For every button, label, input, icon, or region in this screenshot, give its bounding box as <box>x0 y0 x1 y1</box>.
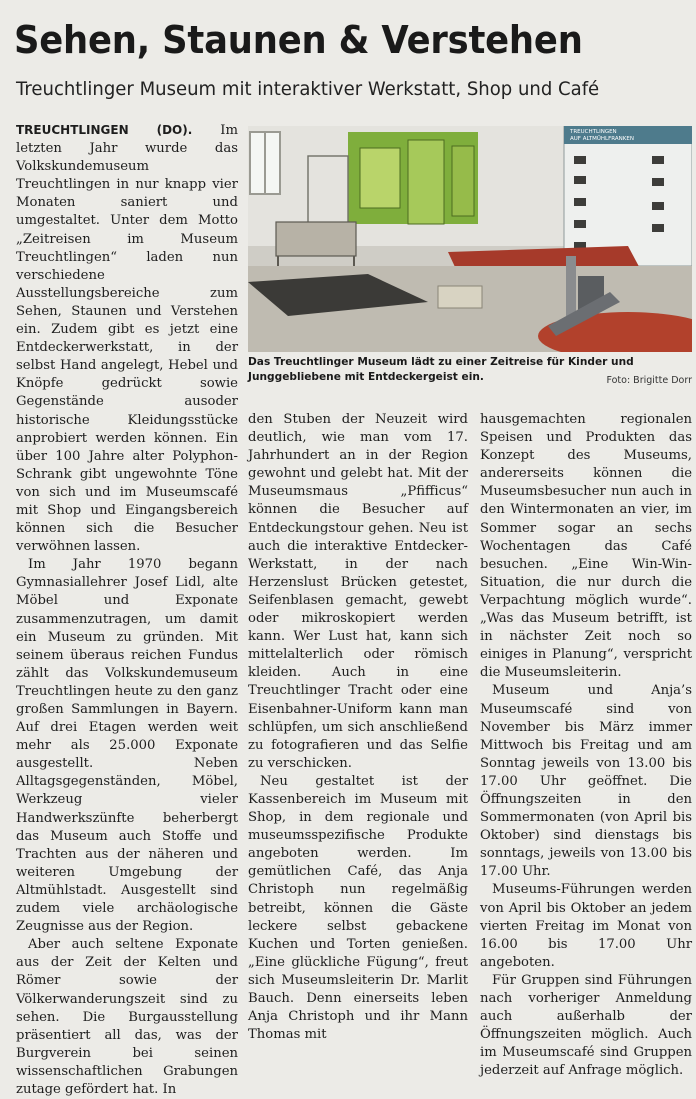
paragraph: Museum und Anja’s Museumscafé sind von November bis März immer Mittwoch bis Freitag und am Sonntag jeweils von 13.00 bis 17.00 Uhr geöffnet. Die Öffnungszeiten in den Sommermonaten (von April bis Oktober) sind dienstags bis sonntags, jeweils von 13.00 bis 17.00 Uhr. <box>480 683 692 880</box>
photo-credit: Foto: Brigitte Dorr <box>606 375 692 386</box>
photo-caption: Das Treuchtlinger Museum lädt zu einer Zeitreise für Kinder und Junggebliebene mit Entdeckergeist ein. <box>248 356 634 383</box>
paragraph: hausgemachten regionalen Speisen und Produkten das Konzept des Museums, andererseits können die Museumsbesucher nun auch in den Wintermonaten an vier, im Sommer sogar an sechs Wochentagen das Café besuchen. „Eine Win-Win-Situation, die nur durch die Verpachtung möglich wurde“. „Was das Museum betrifft, ist in nächster Zeit noch so einiges in Planung“, verspricht die Museumsleiterin. <box>480 412 692 681</box>
paragraph: Im Jahr 1970 begann Gymnasiallehrer Josef Lidl, alte Möbel und Exponate zusammenzutragen, um damit ein Museum zu gründen. Mit seinem überaus reichen Fundus zählt das Volkskundemuseum Treuchtlingen heute zu den ganz großen Sammlungen in Bayern. Auf drei Etagen werden weit mehr als 25.000 Exponate ausgestellt. Neben Alltagsgegenständen, Möbel, Werkzeug vieler Handwerkszünfte beherbergt das Museum auch Stoffe und Trachten aus der näheren und weiteren Umgebung der Altmühlstadt. Ausgestellt sind zudem viele archäologische Zeugnisse aus der Region. <box>16 557 238 935</box>
svg-text:AUF ALTMÜHLFRANKEN: AUF ALTMÜHLFRANKEN <box>570 136 634 142</box>
paragraph: TREUCHTLINGEN (DO). Im letzten Jahr wurde das Volkskundemuseum Treuchtlingen in nur knapp vier Monaten saniert und umgestaltet. Unter dem Motto „Zeitreisen im Museum Treuchtlingen“ laden nun verschiedene Ausstellungsbereiche zum Sehen, Staunen und Verstehen ein. Zudem gibt es jetzt eine Entdeckerwerkstatt, in der selbst Hand angelegt, Hebel und Knöpfe gedrückt sowie Gegenstände ausoder historische Kleidungsstücke anprobiert werden können. Ein über 100 Jahre alter Polyphon-Schrank gibt ungewohnte Töne von sich und im Museumscafé mit Shop und Eingangsbereich können sich die Besucher verwöhnen lassen. <box>16 123 238 555</box>
article-column-1 <box>16 121 238 1099</box>
museum-photo <box>248 126 692 352</box>
museum-interior-illustration <box>248 126 692 352</box>
paragraph: Für Gruppen sind Führungen nach vorheriger Anmeldung auch außerhalb der Öffnungszeiten möglich. Auch im Museumscafé sind Gruppen jederzeit auf Anfrage möglich. <box>480 972 692 1079</box>
subheadline: Treuchtlinger Museum mit interaktiver Werkstatt, Shop und Café <box>16 78 600 100</box>
paragraph: den Stuben der Neuzeit wird deutlich, wie man vom 17. Jahrhundert an in der Region gewohnt und gelebt hat. Mit der Museumsmaus „Pfifficus“ können die Besucher auf Entdeckungstour gehen. Neu ist auch die interaktive Entdecker-Werkstatt, in der nach Herzenslust Brücken getestet, Seifenblasen gemacht, gewebt oder mikroskopiert werden kann. Wer Lust hat, kann sich mittelalterlich oder römisch kleiden. Auch in eine Treuchtlinger Tracht oder eine Eisenbahner-Uniform kann man schlüpfen, um sich anschließend zu fotografieren und das Selfie zu verschicken. <box>248 412 468 771</box>
sign-text: TREUCHTLINGEN <box>570 129 617 135</box>
article-column-3 <box>480 411 692 1080</box>
paragraph: Aber auch seltene Exponate aus der Zeit der Kelten und Römer sowie der Völkerwanderungszeit sind zu sehen. Die Burgausstellung präsentiert all das, was der Burgverein bei seinen wissenschaftlichen Grabungen zutage gefördert hat. In <box>16 937 238 1097</box>
dateline: TREUCHTLINGEN (DO). <box>16 123 193 137</box>
article-column-2 <box>248 411 468 1044</box>
paragraph: Museums-Führungen werden von April bis Oktober an jedem vierten Freitag im Monat von 16.00 bis 17.00 Uhr angeboten. <box>480 882 692 970</box>
paragraph: Neu gestaltet ist der Kassenbereich im Museum mit Shop, in dem regionale und museumsspezifische Produkte angeboten werden. Im gemütlichen Café, das Anja Christoph nun regelmäßig betreibt, können die Gäste leckere selbst gebackene Kuchen und Torten genießen. „Eine glückliche Fügung“, freut sich Museumsleiterin Dr. Marlit Bauch. Denn einerseits leben Anja Christoph und ihr Mann Thomas mit <box>248 773 468 1043</box>
headline: Sehen, Staunen & Verstehen <box>14 18 583 62</box>
